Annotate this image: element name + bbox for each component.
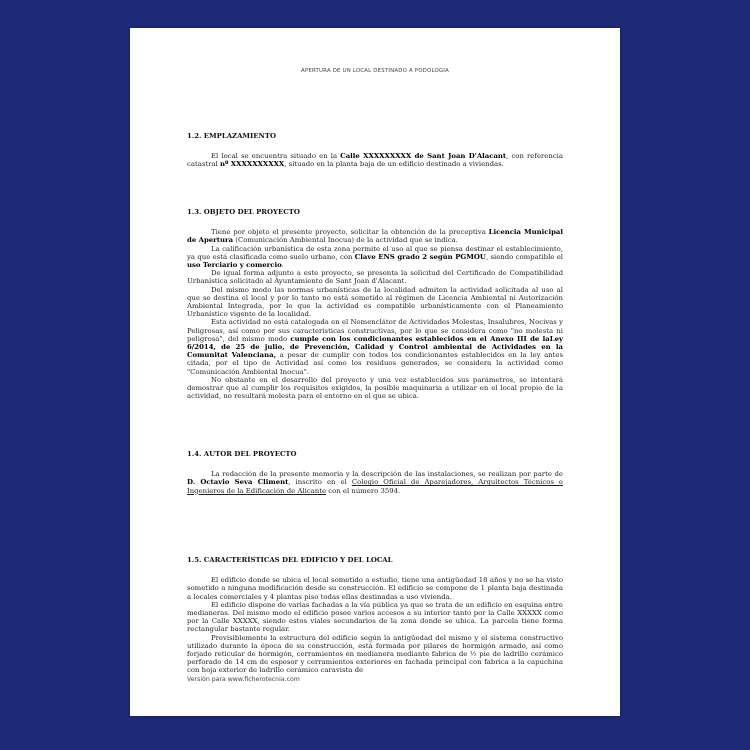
paragraph <box>187 245 563 270</box>
paragraph <box>187 152 563 168</box>
paragraph <box>187 634 563 675</box>
text-run: Esta actividad no está catalogada en el Nomenclátor de Actividades Molestas, Insalubres, Nocivas y Peligrosas, así como por sus características constructivas, por lo que se considera como "no molesta ni peligrosa", del mismo modo <box>187 318 563 343</box>
text-run: . <box>281 261 284 270</box>
text-run: , con referencia catastral <box>187 152 563 169</box>
section-autor <box>187 450 563 495</box>
running-header: APERTURA DE UN LOCAL DESTINADO A PODOLOGIA <box>301 68 449 74</box>
bold-text: cumple con los condicionantes establecidos en el Anexo III de laLey 6/2014, de 25 de julio, de Prevención, Calidad y Control ambiental de Actividades en la Comunitat Valenciana, <box>187 334 563 360</box>
text-run: , inscrito en el <box>288 478 352 487</box>
text-run: Del mismo modo las normas urbanísticas de la localidad admiten la actividad solicitada al uso al que se destina el local y por lo tanto no está sometido al régimen de Licencia Ambiental ni Autorización Ambiental Integrada, por lo que la actividad es compatible urbanísticamente con el Planeamiento Urbanístico vigente de la localidad. <box>187 285 563 319</box>
text-run: con el número 3594. <box>326 486 401 495</box>
bold-text: Calle XXXXXXXXX de Sant Joan D'Alacant <box>340 152 507 161</box>
text-run: Tiene por objeto el presente proyecto, solicitar la obtención de la preceptiva <box>211 228 489 237</box>
document-page <box>130 28 620 716</box>
paragraph <box>187 576 563 601</box>
bold-text: nº XXXXXXXXXX <box>219 160 285 169</box>
text-run: El local se encuentra situado en la <box>211 152 341 161</box>
text-run: El edificio donde se ubica el local sometido a estudio, tiene una antigüedad 18 años y no se ha visto sometido a ninguna modificación desde su construcción. El edificio se compone de 1 planta baja destinada a locales comerciales y 4 plantas piso todas ellas destinadas a uso vivienda. <box>187 576 563 601</box>
paragraph <box>187 376 563 401</box>
text-run: No obstante en el desarrollo del proyecto y una vez establecidos sus parámetros, se intentará demostrar que al cumplir los requisitos exigidos, la posible maquinaria a utilizar en el local propio de la actividad, no resultará molesta para el entorno en el que se ubica. <box>187 375 563 401</box>
bold-text: uso Terciario y comercio <box>187 261 282 270</box>
bold-text: D. Octavio Seva Climent <box>187 478 289 487</box>
paragraph <box>187 470 563 495</box>
section-title: 1.4. AUTOR DEL PROYECTO <box>187 450 297 458</box>
section-caracteristicas <box>187 556 563 675</box>
text-run: La calificación urbanística de esta zona permite el uso al que se piensa destinar el establecimiento, ya que está clasificada como suelo urbano, con <box>187 244 563 261</box>
paragraph <box>187 269 563 285</box>
section-title: 1.3. OBJETO DEL PROYECTO <box>187 208 300 216</box>
text-run: El edificio dispone de varias fachadas a la vía pública ya que se trata de un edificio en esquina entre medianeras. Del mismo modo el edificio posee varios accesos a su interior tanto por la Calle XXXXX como por la Calle XXXXX, siendo estos viales secundarios de la zona donde se ubica. La parcela tiene forma rectangular bastante regular. <box>187 600 563 634</box>
paragraph <box>187 286 563 319</box>
bold-text: Licencia Municipal de Apertura <box>187 228 563 245</box>
text-run: , siendo compatible el <box>485 252 563 261</box>
text-run: La redacción de la presente memoria y la descripción de las instalaciones, se realizan por parte de <box>211 470 563 479</box>
text-run: , situado en la planta baja de un edificio destinado a viviendas. <box>284 160 504 169</box>
underlined-text: Colegio Oficial de Aparejadores, Arquitectos Técnicos e Ingenieros de la Edificación de Alicante <box>187 478 564 495</box>
paragraph <box>187 318 563 375</box>
bold-text: Clave ENS grado 2 según PGMOU <box>354 252 486 261</box>
section-title: 1.5. CARACTERÍSTICAS DEL EDIFICIO Y DEL LOCAL <box>187 556 393 564</box>
text-run: (Comunicación Ambiental Inocua) de la actividad que se indica. <box>233 236 458 245</box>
section-objeto <box>187 208 563 400</box>
text-run: De igual forma adjunto a este proyecto, se presenta la solicitud del Certificado de Compatibilidad Urbanística solicitado al Ayuntamiento de Sant Joan d'Alacant. <box>187 269 563 286</box>
text-run: Previsiblemente la estructura del edificio según la antigüedad del mismo y el sistema constructivo utilizado durante la época de su construcción, está formada por pilares de hormigón armado, así como forjado reticular de hormigón, cerramientos en medianera mediante fabrica de ½ pie de ladrillo cerámico perforado de 14 cm de espesor y cerramientos exteriores en fachada principal con fabrica a la capuchina con hoja exterior de ladrillo cerámico caravista de <box>187 633 563 675</box>
page-footer: Versión para www.ficherotecnia.com <box>187 676 300 683</box>
paragraph <box>187 601 563 634</box>
text-run: a pesar de cumplir con todos los condicionantes establecidos en la ley antes citada, por el tipo de Actividad así como los residuos generados, se considera la actividad como "Comunicación Ambiental Inocua". <box>187 351 563 376</box>
section-emplazamiento <box>187 132 563 169</box>
section-title: 1.2. EMPLAZAMIENTO <box>187 132 276 140</box>
paragraph <box>187 228 563 244</box>
